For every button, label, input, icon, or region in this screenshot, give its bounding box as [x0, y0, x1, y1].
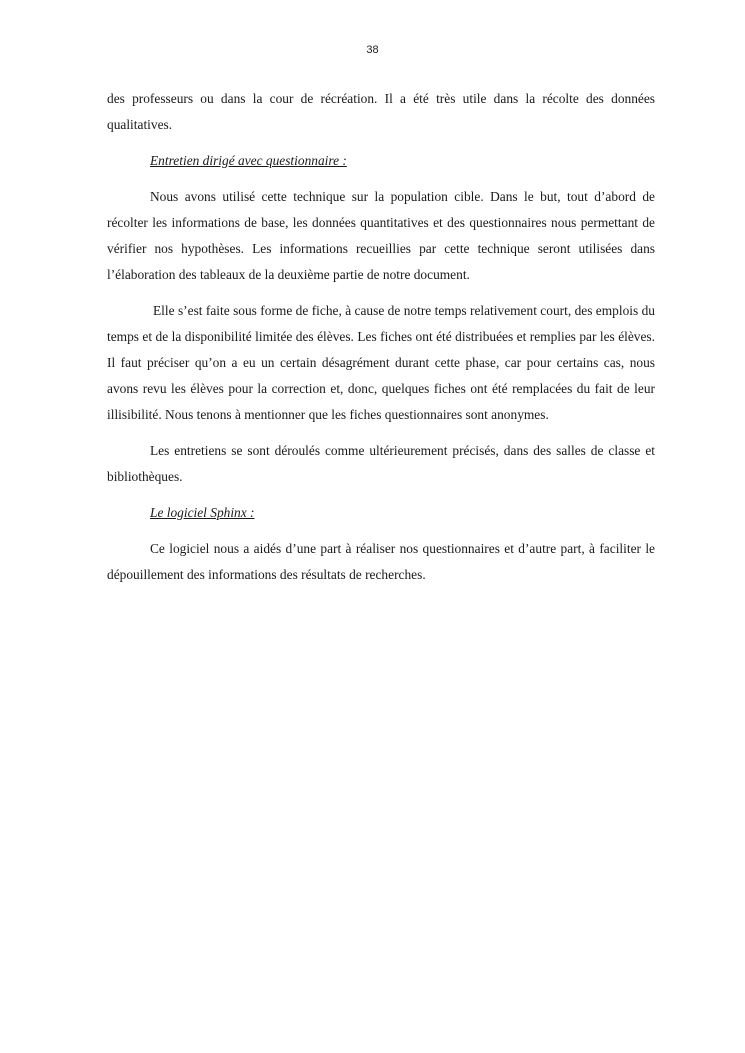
page-number: 38: [366, 44, 379, 56]
page-body: [107, 86, 655, 598]
paragraph-continuation: des professeurs ou dans la cour de récréation. Il a été très utile dans la récolte des données qualitatives.: [107, 91, 655, 132]
paragraph-logiciel: Ce logiciel nous a aidés d’une part à réaliser nos questionnaires et d’autre part, à faciliter le dépouillement des informations des résultats de recherches.: [107, 541, 655, 582]
paragraph-fiche: Elle s’est faite sous forme de fiche, à cause de notre temps relativement court, des emplois du temps et de la disponibilité limitée des élèves. Les fiches ont été distribuées et remplies par les élèves. Il faut préciser qu’on a eu un certain désagrément durant cette phase, car pour certains cas, nous avons revu les élèves pour la correction et, donc, quelques fiches ont été remplacées du fait de leur illisibilité. Nous tenons à mentionner que les fiches questionnaires sont anonymes.: [107, 303, 655, 422]
paragraph-technique: Nous avons utilisé cette technique sur la population cible. Dans le but, tout d’abord de récolter les informations de base, les données quantitatives et des questionnaires nous permettant de vérifier nos hypothèses. Les informations recueillies par cette technique seront utilisées dans l’élaboration des tableaux de la deuxième partie de notre document.: [107, 189, 655, 282]
section-heading-entretien: Entretien dirigé avec questionnaire :: [150, 153, 347, 168]
paragraph-entretiens: Les entretiens se sont déroulés comme ultérieurement précisés, dans des salles de classe et bibliothèques.: [107, 443, 655, 484]
section-heading-sphinx: Le logiciel Sphinx :: [150, 505, 255, 520]
